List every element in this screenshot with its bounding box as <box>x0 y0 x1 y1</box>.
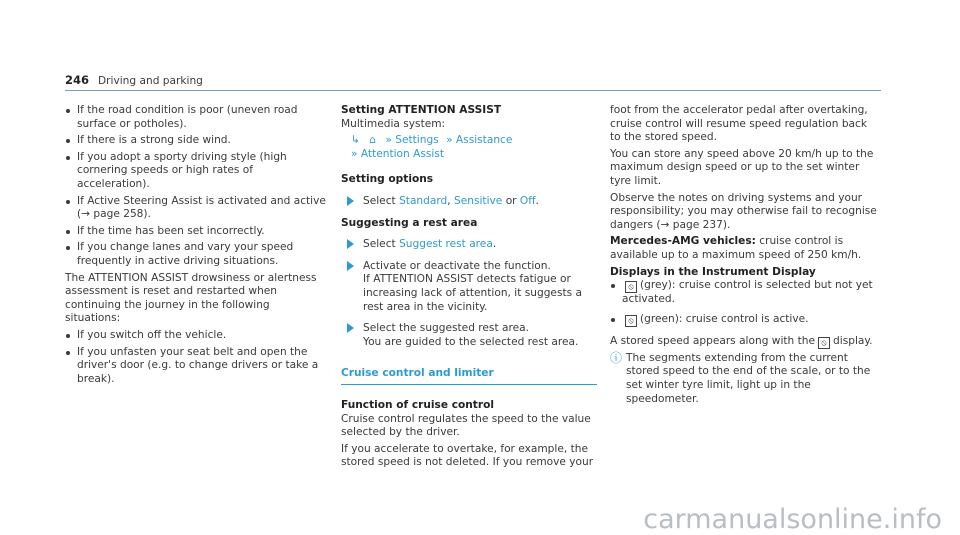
list-item: If you unfasten your seat belt and open the driver's door (e.g. to change drivers or take a break). <box>65 346 327 387</box>
heading-function: Function of cruise control <box>341 398 495 411</box>
list-item: If Active Steering Assist is activated and active (→ page 258). <box>65 195 327 222</box>
step-suggest-rest: Select Suggest rest area. <box>341 238 597 252</box>
amg-paragraph: Mercedes-AMG vehicles: cruise control is available up to a maximum speed of 250 km/h. <box>610 235 862 261</box>
column-1 <box>65 104 327 389</box>
step-select-option: Select Standard, Sensitive or Off. <box>341 195 597 209</box>
heading-suggest-rest: Suggesting a rest area <box>341 216 478 229</box>
list-item: If the road condition is poor (uneven road surface or potholes). <box>65 104 327 131</box>
list-item: If you adopt a sporty driving style (high cornering speeds or high rates of acceleration). <box>65 151 327 192</box>
step-arrow-icon <box>347 261 354 271</box>
chevron-right-icon: » <box>385 134 392 147</box>
list-item: ⦸ (grey): cruise control is selected but not yet activated. <box>610 279 878 307</box>
cruise-control-icon: ⦸ <box>625 281 637 293</box>
option-off: Off <box>519 194 536 207</box>
path-settings: Settings <box>395 134 439 147</box>
list-item: If the time has been set incorrectly. <box>65 225 327 239</box>
reset-paragraph: The ATTENTION ASSIST drowsiness or alertness assessment is reset and restarted when continuing the journey in the following situations: <box>65 271 317 325</box>
heading-setting-options: Setting options <box>341 173 434 186</box>
page-header <box>65 74 203 89</box>
page-section-title: Driving and parking <box>98 75 203 87</box>
info-note: ⓘ The segments extending from the current stored speed to the end of the scale, or to the set winter tyre limit, light up in the speedometer. <box>610 350 871 405</box>
step-arrow-icon <box>347 323 354 333</box>
list-item: If you change lanes and vary your speed frequently in active driving situations. <box>65 241 327 268</box>
accelerate-paragraph: If you accelerate to overtake, for example, the stored speed is not deleted. If you remove your <box>341 442 594 469</box>
menu-path <box>341 134 597 161</box>
chevron-right-icon: » <box>446 134 453 147</box>
step-select-suggested: Select the suggested rest area. You are guided to the selected rest area. <box>341 322 597 349</box>
heading-setting-attention-assist: Setting ATTENTION ASSIST <box>341 104 502 116</box>
header-divider <box>65 90 881 91</box>
list-item: If there is a strong side wind. <box>65 134 327 148</box>
section-title: Cruise control and limiter <box>341 367 597 385</box>
cruise-control-icon: ⦸ <box>625 315 637 327</box>
step-arrow-icon <box>347 239 354 249</box>
heading-displays: Displays in the Instrument Display <box>610 265 816 278</box>
column-2 <box>341 104 597 473</box>
foot-paragraph: foot from the accelerator pedal after overtaking, cruise control will resume speed regulation back to the stored speed. <box>610 104 868 144</box>
cruise-control-icon: ⦸ <box>818 337 830 349</box>
observe-paragraph: Observe the notes on driving systems and your responsibility; you may otherwise fail to recognise dangers (→ page 237). <box>610 191 877 231</box>
option-suggest-rest-area: Suggest rest area <box>399 238 493 251</box>
option-sensitive: Sensitive <box>454 194 503 207</box>
watermark: carmanualsonline.info <box>643 504 942 535</box>
page-number: 246 <box>65 73 90 87</box>
home-icon: ⌂ <box>369 134 376 147</box>
list-item: If you switch off the vehicle. <box>65 329 327 343</box>
path-assistance: Assistance <box>455 134 513 147</box>
path-arrow-icon: ↳ <box>351 134 360 147</box>
chevron-right-icon: » <box>351 147 358 160</box>
path-attention-assist: Attention Assist <box>360 147 445 160</box>
info-icon: ⓘ <box>610 350 623 365</box>
store-paragraph: You can store any speed above 20 km/h up to the maximum design speed or up to the set winter tyre limit. <box>610 147 874 187</box>
option-standard: Standard <box>399 194 448 207</box>
stored-speed-paragraph: A stored speed appears along with the ⦸ display. <box>610 334 873 347</box>
step-activate: Activate or deactivate the function. If ATTENTION ASSIST detects fatigue or increasing lack of attention, it suggests a rest area in the vicinity. <box>341 260 597 314</box>
step-arrow-icon <box>347 196 354 206</box>
list-item: ⦸ (green): cruise control is active. <box>610 313 878 327</box>
column-3 <box>610 104 878 406</box>
multimedia-label: Multimedia system: <box>341 117 446 130</box>
function-paragraph: Cruise control regulates the speed to the value selected by the driver. <box>341 412 591 439</box>
